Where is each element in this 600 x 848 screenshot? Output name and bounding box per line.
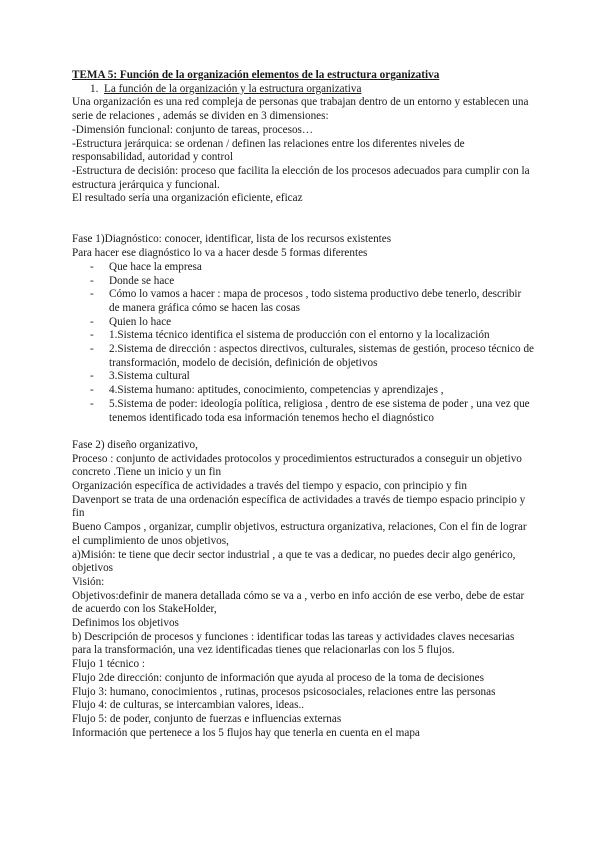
- section-subtitle: [72, 83, 534, 97]
- blank-line: [72, 425, 534, 439]
- subtitle-text: La función de la organización y la estructura organizativa: [104, 82, 362, 95]
- list-item: - Que hace la empresa: [109, 261, 534, 275]
- fase2-paragraph: a)Misión: te tiene que decir sector industrial , a que te vas a dedicar, no puedes decir algo genérico, objetivos: [72, 548, 516, 575]
- intro-paragraph: -Dimensión funcional: conjunto de tareas, procesos…: [72, 123, 314, 136]
- document-title: TEMA 5: Función de la organización elementos de la estructura organizativa: [72, 69, 440, 81]
- fase2-paragraph: Davenport se trata de una ordenación específica de actividades a través de tiempo espacio principio y fin: [72, 493, 526, 520]
- subtitle-number: 1.: [90, 82, 99, 95]
- fase2-paragraph: Bueno Campos , organizar, cumplir objetivos, estructura organizativa, relaciones, Con el fin de lograr el cumplimiento de unos objetivos,: [72, 521, 527, 547]
- blank-line: [72, 220, 534, 234]
- intro-paragraph: -Estructura jerárquica: se ordenan / definen las relaciones entre los diferentes niveles de responsabilidad, autoridad y control: [72, 137, 465, 164]
- list-item: - 1.Sistema técnico identifica el sistema de producción con el entorno y la localización: [109, 329, 534, 343]
- fase2-paragraph: Visión:: [72, 575, 105, 588]
- fase2-paragraph: Proceso : conjunto de actividades protocolos y procedimientos estructurados a conseguir un objetivo concreto .Tiene un inicio y un fin: [72, 452, 522, 479]
- fase2-paragraph: Flujo 3: humano, conocimientos , rutinas, procesos psicosociales, relaciones entre las personas: [72, 685, 496, 698]
- fase1-heading: Fase 1)Diagnóstico: conocer, identificar, lista de los recursos existentes: [72, 233, 392, 246]
- fase2-paragraph: b) Descripción de procesos y funciones : identificar todas las tareas y actividades claves necesarias para la transformación, una vez identificadas tienes que relacionarlas con los 5 flujos.: [72, 630, 515, 657]
- list-item: - Cómo lo vamos a hacer : mapa de procesos , todo sistema productivo debe tenerlo, describir de manera gráfica cómo se hacen las cosas: [109, 288, 534, 315]
- intro-paragraph: -Estructura de decisión: proceso que facilita la elección de los procesos adecuados para cumplir con la estructura jerárquica y funcional.: [72, 164, 530, 191]
- fase2-paragraph: Fase 2) diseño organizativo,: [72, 438, 198, 451]
- list-item: - Quien lo hace: [109, 316, 534, 330]
- fase1-list: [72, 261, 534, 425]
- fase2-paragraph: Organización específica de actividades a través del tiempo y espacio, con principio y fin: [72, 480, 467, 493]
- fase2-paragraph: Flujo 5: de poder, conjunto de fuerzas e influencias externas: [72, 713, 342, 725]
- fase2-paragraph: Definimos los objetivos: [72, 617, 179, 630]
- list-item: - 4.Sistema humano: aptitudes, conocimiento, competencias y aprendizajes ,: [109, 384, 534, 398]
- fase2-paragraph: Objetivos:definir de manera detallada cómo se va a , verbo en info acción de ese verbo, debe de estar de acuerdo con los StakeHolder,: [72, 589, 525, 616]
- list-item: - 3.Sistema cultural: [109, 370, 534, 384]
- intro-paragraph: Una organización es una red compleja de personas que trabajan dentro de un entorno y establecen una serie de relaciones , además se dividen en 3 dimensiones:: [72, 96, 529, 123]
- fase1-lead: Para hacer ese diagnóstico lo va a hacer desde 5 formas diferentes: [72, 247, 368, 260]
- intro-paragraph: El resultado sería una organización eficiente, eficaz: [72, 192, 303, 205]
- list-item: - 5.Sistema de poder: ideología política, religiosa , dentro de ese sistema de poder , una vez que tenemos identificado toda esa información tenemos hecho el diagnóstico: [109, 398, 534, 425]
- fase2-paragraph: Flujo 2de dirección: conjunto de información que ayuda al proceso de la toma de decisiones: [72, 671, 484, 684]
- fase2-paragraph: Flujo 1 técnico :: [72, 658, 146, 671]
- document-page: [72, 69, 534, 740]
- list-item: - Donde se hace: [109, 275, 534, 289]
- list-item: - 2.Sistema de dirección : aspectos directivos, culturales, sistemas de gestión, proceso técnico de transformación, modelo de decisión, definición de objetivos: [109, 343, 534, 370]
- fase2-paragraph: Flujo 4: de culturas, se intercambian valores, ideas..: [72, 699, 305, 712]
- fase2-paragraph: Información que pertenece a los 5 flujos hay que tenerla en cuenta en el mapa: [72, 726, 420, 739]
- blank-line: [72, 206, 534, 220]
